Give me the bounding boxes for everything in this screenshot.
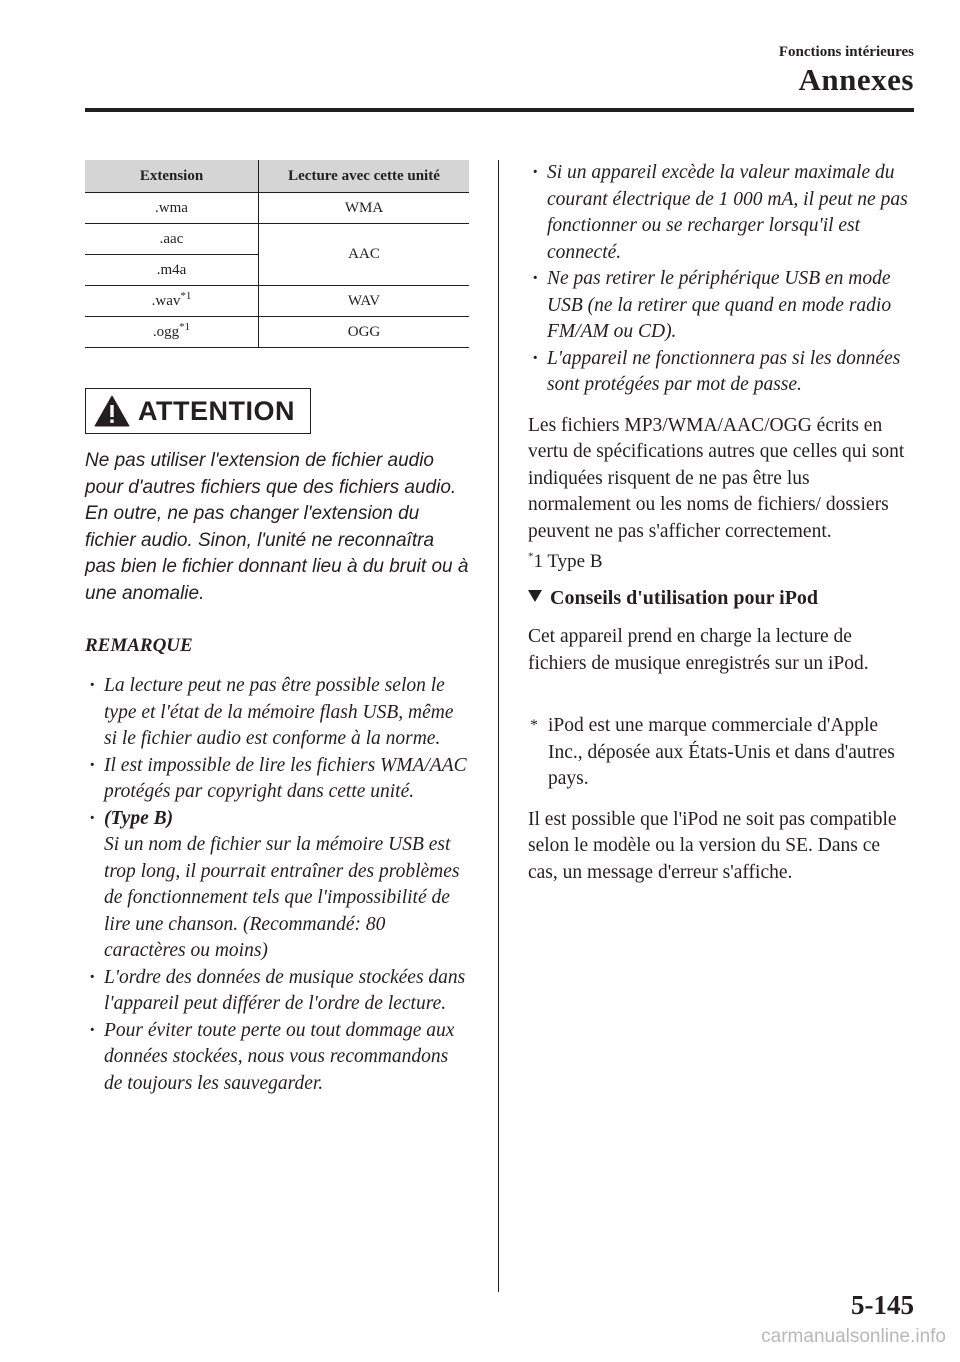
table-cell-format: AAC bbox=[259, 224, 470, 286]
table-cell-format: OGG bbox=[259, 317, 470, 348]
list-item: · Si un appareil excède la valeur maximale du courant électrique de 1 000 mA, il peut ne pas fonctionner ou se recharger lorsqu'il est connecté. bbox=[528, 160, 914, 266]
warning-icon bbox=[94, 395, 130, 427]
table-cell-extension: .aac bbox=[85, 224, 259, 255]
right-column bbox=[528, 160, 914, 886]
triangle-icon bbox=[528, 590, 542, 602]
left-column bbox=[85, 160, 469, 1097]
remarque-title: REMARQUE bbox=[85, 635, 193, 656]
list-item: · Ne pas retirer le périphérique USB en mode USB (ne la retirer que quand en mode radio FM/AM ou CD). bbox=[528, 266, 914, 346]
footnote-text: 1 Type B bbox=[533, 551, 603, 572]
footnote-mark: * bbox=[528, 550, 534, 563]
table-cell-format: WMA bbox=[259, 193, 470, 224]
table-cell-extension bbox=[85, 286, 259, 317]
section-heading bbox=[528, 587, 914, 610]
list-item bbox=[85, 806, 469, 965]
list-item: · L'appareil ne fonctionnera pas si les données sont protégées par mot de passe. bbox=[528, 346, 914, 399]
right-notes-list bbox=[528, 160, 914, 399]
table-cell-extension: .m4a bbox=[85, 255, 259, 286]
ipod-paragraph: Cet appareil prend en charge la lecture de fichiers de musique enregistrés sur un iPod. bbox=[528, 626, 869, 674]
remarque-list bbox=[85, 673, 469, 1097]
footnote-ref: *1 bbox=[179, 320, 191, 333]
trademark-text: iPod est une marque commerciale d'Apple Inc., déposée aux États-Unis et dans d'autres pays. bbox=[548, 715, 895, 789]
mp3-paragraph: Les fichiers MP3/WMA/AAC/OGG écrits en vertu de spécifications autres que celles qui sont indiquées risquent de ne pas être lus normalement ou les noms de fichiers/ dossiers peuvent ne pas s'afficher correctement. bbox=[528, 414, 905, 542]
list-item: · L'ordre des données de musique stockées dans l'appareil peut différer de l'ordre de lecture. bbox=[85, 965, 469, 1018]
attention-box bbox=[85, 388, 311, 434]
table-row bbox=[85, 286, 469, 317]
trademark-note bbox=[528, 713, 914, 793]
table-cell-format: WAV bbox=[259, 286, 470, 317]
extension-text: .wav bbox=[151, 292, 181, 309]
list-item-text: Si un nom de fichier sur la mémoire USB est trop long, il pourrait entraîner des problèmes de fonctionnement tels que l'impossibilité de lire une chanson. (Recommandé: 80 caractères ou moins) bbox=[104, 834, 460, 961]
table-header-row bbox=[85, 160, 469, 193]
table-row bbox=[85, 193, 469, 224]
type-label: (Type B) bbox=[104, 807, 174, 829]
list-item: · Pour éviter toute perte ou tout dommage aux données stockées, nous vous recommandons de toujours les sauvegarder. bbox=[85, 1018, 469, 1098]
compat-paragraph: Il est possible que l'iPod ne soit pas compatible selon le modèle ou la version du SE. Dans ce cas, un message d'erreur s'affiche. bbox=[528, 808, 897, 883]
table-cell-extension bbox=[85, 317, 259, 348]
section-title: Conseils d'utilisation pour iPod bbox=[550, 587, 819, 609]
chapter-subtitle: Fonctions intérieures bbox=[778, 44, 914, 60]
header-rule bbox=[85, 108, 914, 112]
page-number: 5-145 bbox=[851, 1290, 914, 1320]
column-divider bbox=[498, 160, 499, 1292]
extension-table bbox=[85, 160, 469, 348]
chapter-title: Annexes bbox=[798, 62, 914, 97]
watermark: carmanualsonline.info bbox=[761, 1326, 946, 1347]
list-item: · La lecture peut ne pas être possible selon le type et l'état de la mémoire flash USB, même si le fichier audio est conforme à la norme. bbox=[85, 673, 469, 753]
trademark-mark: * bbox=[530, 717, 538, 734]
table-header-extension: Extension bbox=[85, 160, 259, 193]
attention-text: Ne pas utiliser l'extension de fichier audio pour d'autres fichiers que des fichiers audio. En outre, ne pas changer l'extension du fichier audio. Sinon, l'unité ne reconnaîtra pas bien le fichier donnant lieu à du bruit ou à une anomalie. bbox=[85, 450, 469, 604]
table-cell-extension: .wma bbox=[85, 193, 259, 224]
footnote bbox=[528, 551, 914, 573]
footnote-ref: *1 bbox=[180, 289, 192, 302]
extension-text: .ogg bbox=[152, 323, 180, 340]
list-item: · Il est impossible de lire les fichiers WMA/AAC protégés par copyright dans cette unité. bbox=[85, 753, 469, 806]
table-header-playback: Lecture avec cette unité bbox=[259, 160, 470, 193]
table-row bbox=[85, 224, 469, 255]
attention-title: ATTENTION bbox=[138, 395, 295, 426]
table-row bbox=[85, 317, 469, 348]
